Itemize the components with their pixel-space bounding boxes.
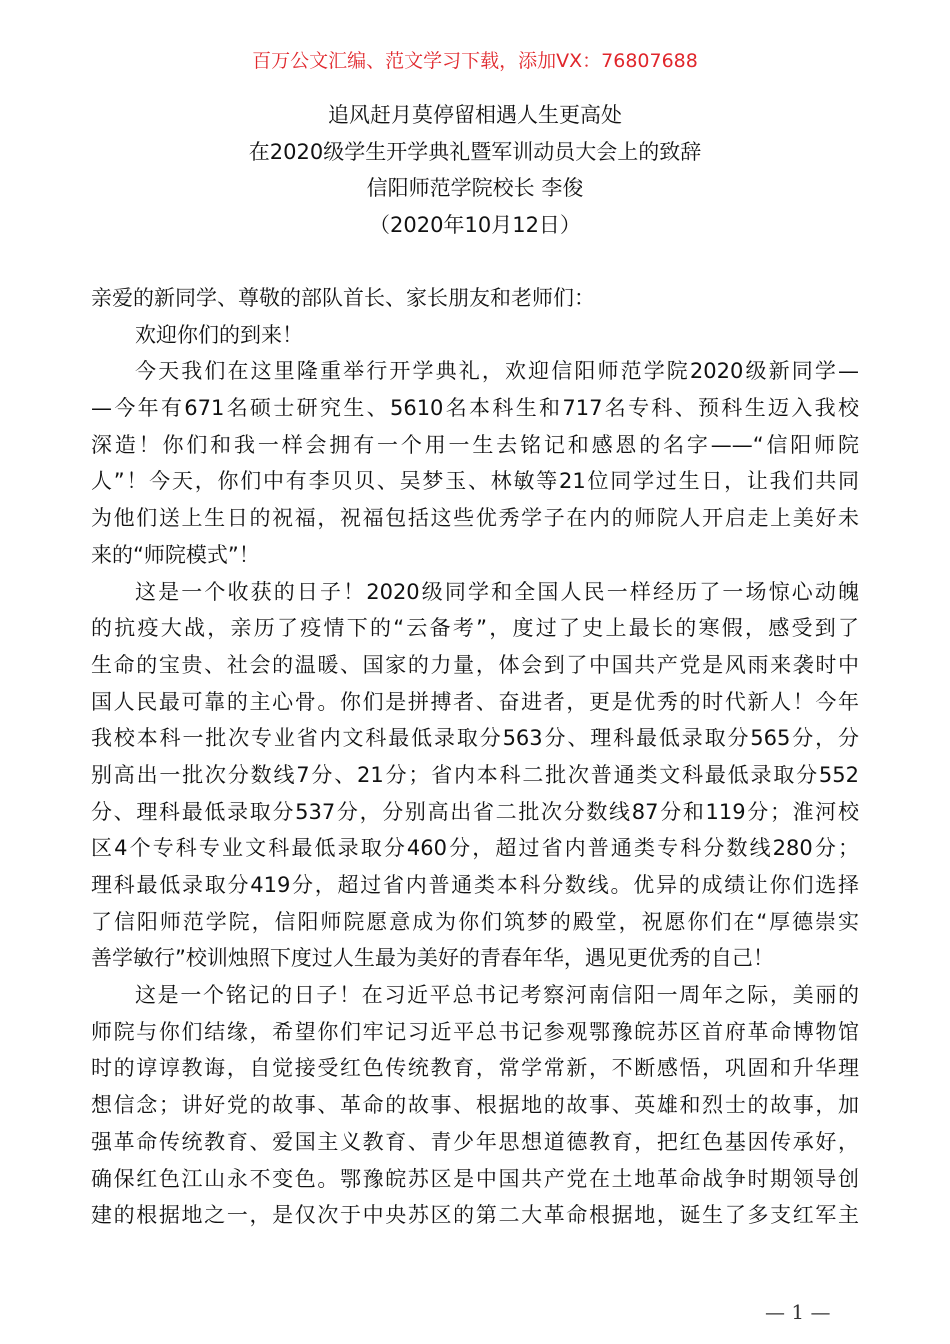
- paragraph-line: 别高出一批次分数线7分、21分；省内本科二批次普通类文科最低录取分552: [91, 762, 859, 787]
- paragraph-line: 分、理科最低录取分537分，分别高出省二批次分数线87分和119分；淮河校: [91, 799, 859, 824]
- paragraph-line: 了信阳师范学院，信阳师院愿意成为你们筑梦的殿堂，祝愿你们在“厚德崇实: [91, 909, 859, 934]
- paragraph-line: 确保红色江山永不变色。鄂豫皖苏区是中国共产党在土地革命战争时期领导创: [91, 1166, 859, 1191]
- paragraph-line: 师院与你们结缘，希望你们牢记习近平总书记参观鄂豫皖苏区首府革命博物馆: [91, 1019, 859, 1044]
- watermark-banner: 百万公文汇编、范文学习下载，添加VX：76807688: [252, 50, 698, 72]
- paragraph-line: 这是一个铭记的日子！在习近平总书记考察河南信阳一周年之际，美丽的: [135, 983, 859, 1008]
- paragraph-line: 深造！你们和我一样会拥有一个用一生去铭记和感恩的名字——“信阳师院: [91, 432, 859, 457]
- page-number: — 1 —: [765, 1300, 831, 1324]
- paragraph-line: 国人民最可靠的主心骨。你们是拼搏者、奋进者，更是优秀的时代新人！今年: [91, 689, 859, 714]
- paragraph-line: 想信念；讲好党的故事、革命的故事、根据地的故事、英雄和烈士的故事，加: [91, 1093, 859, 1118]
- paragraph-line: 的抗疫大战，亲历了疫情下的“云备考”，度过了史上最长的寒假，感受到了: [91, 616, 859, 641]
- paragraph-line: 来的“师院模式”！: [91, 542, 260, 567]
- paragraph-line: 理科最低录取分419分，超过省内普通类本科分数线。优异的成绩让你们选择: [91, 873, 859, 897]
- main-title: 追风赶月莫停留相遇人生更高处: [328, 103, 622, 127]
- paragraph-line: 生命的宝贵、社会的温暖、国家的力量，体会到了中国共产党是风雨来袭时中: [91, 652, 859, 677]
- paragraph-line: 善学敏行”校训烛照下度过人生最为美好的青春年华，遇见更优秀的自己！: [91, 946, 774, 971]
- paragraph-line: 人”！今天，你们中有李贝贝、吴梦玉、林敏等21位同学过生日，让我们共同: [91, 469, 859, 494]
- title-block: [0, 97, 950, 244]
- paragraph-line: 亲爱的新同学、尊敬的部队首长、家长朋友和老师们：: [91, 286, 595, 310]
- document-body: [91, 280, 859, 1234]
- paragraph-line: 时的谆谆教诲，自觉接受红色传统教育，常学常新，不断感悟，巩固和升华理: [91, 1056, 859, 1081]
- paragraph-line: —今年有671名硕士研究生、5610名本科生和717名专科、预科生迈入我校: [91, 396, 859, 421]
- subtitle: 在2020级学生开学典礼暨军训动员大会上的致辞: [248, 139, 702, 164]
- paragraph-line: 我校本科一批次专业省内文科最低录取分563分、理科最低录取分565分，分: [91, 726, 859, 751]
- paragraph-line: 为他们送上生日的祝福，祝福包括这些优秀学子在内的师院人开启走上美好未: [91, 506, 859, 531]
- paragraph-line: 强革命传统教育、爱国主义教育、青少年思想道德教育，把红色基因传承好，: [91, 1129, 859, 1154]
- paragraph-line: 今天我们在这里隆重举行开学典礼，欢迎信阳师范学院2020级新同学—: [135, 359, 859, 384]
- paragraph-line: 区4个专科专业文科最低录取分460分，超过省内普通类专科分数线280分；: [91, 836, 859, 861]
- author: 信阳师范学院校长 李俊: [366, 176, 584, 201]
- paragraph-line: 欢迎你们的到来！: [135, 322, 303, 347]
- date: （2020年10月12日）: [369, 213, 581, 238]
- paragraph-line: 建的根据地之一，是仅次于中央苏区的第二大革命根据地，诞生了多支红军主: [91, 1203, 859, 1228]
- paragraph-line: 这是一个收获的日子！2020级同学和全国人民一样经历了一场惊心动魄: [135, 579, 859, 604]
